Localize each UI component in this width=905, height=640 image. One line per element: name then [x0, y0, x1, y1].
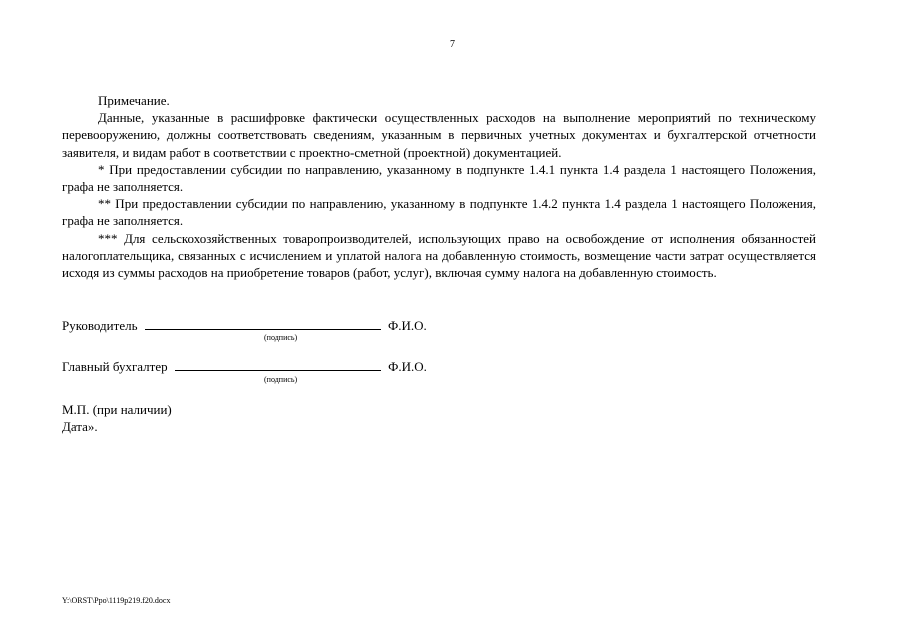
chief-accountant-signature-line: [175, 358, 381, 371]
director-label: Руководитель: [62, 318, 138, 333]
footnote-2: ** При предоставлении субсидии по направлению, указанному в подпункте 1.4.2 пункта 1.4 раздела 1 настоящего Положения, графа не заполняется.: [62, 196, 816, 229]
page-number: 7: [450, 39, 455, 50]
seal-line: М.П. (при наличии): [62, 402, 172, 417]
footer-file-path: Y:\ORST\Ppo\1119p219.f20.docx: [62, 596, 171, 605]
chief-accountant-signature-caption: (подпись): [264, 375, 298, 384]
director-signature-caption: (подпись): [264, 333, 298, 342]
stamp-block: [62, 402, 172, 435]
date-line: Дата».: [62, 418, 98, 434]
director-signature-row: [62, 317, 427, 334]
note-block: [62, 92, 816, 281]
chief-accountant-signature-row: [62, 358, 427, 375]
director-signature-line: [145, 317, 381, 330]
chief-accountant-name: Ф.И.О.: [388, 359, 427, 374]
director-name: Ф.И.О.: [388, 318, 427, 333]
note-main-paragraph: Данные, указанные в расшифровке фактически осуществленных расходов на выполнение мероприятий по техническому перевооружению, должны соответствовать сведениям, указанным в первичных учетных документах и бухгалтерской отчетности заявителя, и видам работ в соответствии с проектно-сметной (проектной) документацией.: [62, 110, 816, 160]
footnote-3: *** Для сельскохозяйственных товаропроизводителей, использующих право на освобождение от исполнения обязанностей налогоплательщика, связанных с исчислением и уплатой налога на добавленную стоимость, возмещение части затрат осуществляется исходя из суммы расходов на приобретение товаров (работ, услуг), включая сумму налога на добавленную стоимость.: [62, 230, 816, 281]
note-heading: Примечание.: [98, 93, 170, 108]
chief-accountant-label: Главный бухгалтер: [62, 359, 168, 374]
footnote-1: * При предоставлении субсидии по направлению, указанному в подпункте 1.4.1 пункта 1.4 раздела 1 настоящего Положения, графа не заполняется.: [62, 161, 816, 195]
